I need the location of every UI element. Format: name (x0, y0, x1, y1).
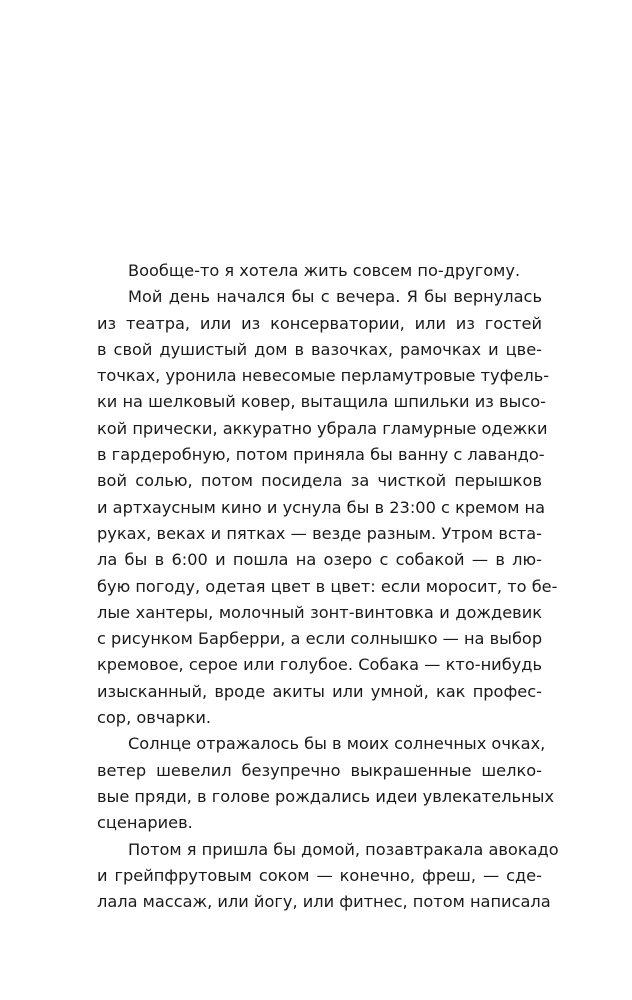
text-line: ветер шевелил безупречно выкрашенные шелко- (97, 760, 542, 780)
text-line: точках, уронила невесомые перламутровые туфель- (97, 366, 550, 386)
text-line: изысканный, вроде акиты или умной, как профес- (97, 681, 542, 701)
text-line: ки на шелковый ковер, вытащила шпильки из высо- (97, 392, 546, 412)
text-line: и грейпфрутовым соком — конечно, фреш, — сде- (97, 865, 542, 885)
text-line: Мой день начался бы с вечера. Я бы вернулась (128, 287, 542, 307)
text-line: вой солью, потом посидела за чисткой перышков (97, 471, 542, 491)
paragraph-4 (97, 837, 559, 916)
text-line: бую погоду, одетая цвет в цвет: если моросит, то бе- (97, 576, 558, 596)
text-line: Солнце отражалось бы в моих солнечных очках, (128, 734, 546, 754)
paragraph-2 (97, 284, 558, 731)
text-line: ла бы в 6:00 и пошла на озеро с собакой — в лю- (97, 550, 542, 570)
text-line: в свой душистый дом в вазочках, рамочках и цве- (97, 339, 542, 359)
text-line: сценариев. (97, 813, 193, 833)
text-line: и артхаусным кино и уснула бы в 23:00 с кремом на (97, 497, 546, 517)
text-line: лала массаж, или йогу, или фитнес, потом написала (97, 892, 551, 912)
text-line: в гардеробную, потом приняла бы ванну с лавандо- (97, 445, 545, 465)
text-line: вые пряди, в голове рождались идеи увлекательных (97, 786, 555, 806)
text-line: кремовое, серое или голубое. Собака — кто-нибудь (97, 655, 542, 675)
paragraph-1 (97, 258, 542, 284)
text-line: из театра, или из консерватории, или из гостей (97, 313, 542, 333)
text-line: Вообще-то я хотела жить совсем по-другому. (128, 261, 521, 280)
text-line: руках, веках и пятках — везде разным. Утром вста- (97, 523, 542, 543)
text-line: лые хантеры, молочный зонт-винтовка и дождевик (97, 602, 542, 622)
text-line: Потом я пришла бы домой, позавтракала авокадо (128, 839, 559, 859)
text-line: кой прически, аккуратно убрала гламурные одежки (97, 418, 548, 438)
paragraph-3 (97, 731, 555, 836)
text-line: сор, овчарки. (97, 708, 212, 728)
body-text (97, 258, 559, 915)
text-line: с рисунком Барберри, а если солнышко — на выбор (97, 629, 543, 649)
